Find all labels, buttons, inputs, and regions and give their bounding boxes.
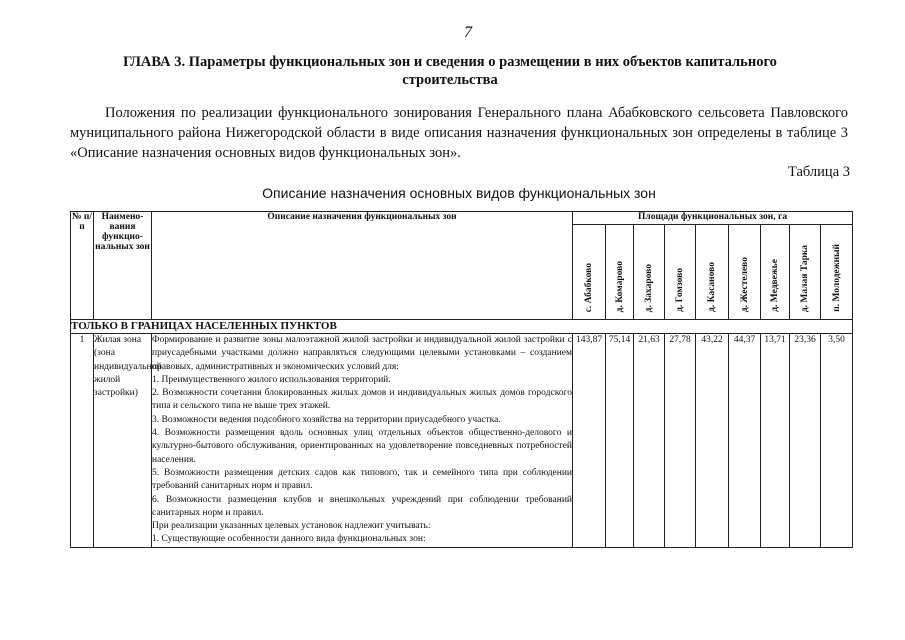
zone-description xyxy=(152,334,573,548)
description-line: 1. Преимущественного жилого использования территорий. xyxy=(152,374,391,385)
area-value: 13,71 xyxy=(761,334,790,548)
area-value: 75,14 xyxy=(606,334,634,548)
description-line: 4. Возможности размещения вдоль основных улиц отдельных объектов общественно-делового и культурно-бытового обслуживания, ориентированных на удовлетворение повседневных потребностей населения. xyxy=(152,428,572,465)
settlement-header: д. Жестелево xyxy=(739,256,750,312)
zones-table xyxy=(70,211,853,548)
table-caption: Описание назначения основных видов функциональных зон xyxy=(262,185,656,201)
description-line: 5. Возможности размещения детских садов как типового, так и семейного типа при соблюдении требований санитарных норм и правил. xyxy=(152,467,572,492)
areas-header: Площади функциональных зон, га xyxy=(573,212,853,225)
settlement-header: д. Медвежье xyxy=(770,259,780,312)
settlement-header: д. Захарово xyxy=(644,263,654,312)
table-number: Таблица 3 xyxy=(787,164,850,180)
settlement-header: д. Гомзово xyxy=(675,268,685,312)
area-value: 23,36 xyxy=(790,334,821,548)
area-value: 21,63 xyxy=(634,334,665,548)
col-desc-header: Описание назначения функциональных зон xyxy=(152,212,573,320)
area-value: 143,87 xyxy=(573,334,606,548)
area-value: 44,37 xyxy=(729,334,761,548)
description-line: 1. Существующие особенности данного вида функциональных зон: xyxy=(152,534,426,545)
section-row: ТОЛЬКО В ГРАНИЦАХ НАСЕЛЕННЫХ ПУНКТОВ xyxy=(71,320,853,334)
col-num-header: № п/п xyxy=(71,212,94,320)
row-number: 1 xyxy=(71,334,94,548)
area-value: 3,50 xyxy=(821,334,853,548)
description-line: 2. Возможности сочетания блокированных жилых домов и индивидуальных жилых домов городского типа и сельского типа не выше трех этажей. xyxy=(152,388,572,412)
description-line: При реализации указанных целевых установок надлежит учитывать: xyxy=(152,521,431,532)
description-line: 3. Возможности ведения подсобного хозяйства на территории приусадебного участка. xyxy=(152,414,501,425)
description-line: Формирование и развитие зоны малоэтажной жилой застройки и индивидуальной жилой застройки с приусадебными участками должно направляться следующими целевыми установками – созданием правовых, административных и экономических условий для: xyxy=(152,335,572,372)
settlement-header: с. Абабково xyxy=(584,262,594,312)
chapter-title: ГЛАВА 3. Параметры функциональных зон и сведения о размещении в них объектов капитального строительства xyxy=(123,54,777,88)
table-row xyxy=(71,334,853,548)
intro-paragraph: Положения по реализации функционального зонирования Генерального плана Абабковского сельсовета Павловского муниципального района Нижегородской области в виде описания назначения функциональных зон определены в таблице 3 «Описание назначения основных видов функциональных зон». xyxy=(70,105,848,161)
page-number: 7 xyxy=(464,24,472,41)
settlement-header: д. Малая Тарка xyxy=(800,244,810,312)
zone-name: Жилая зона (зона индивидуальной жилой застройки) xyxy=(94,334,152,548)
settlement-header: п. Молодежный xyxy=(831,244,842,312)
area-value: 27,78 xyxy=(665,334,696,548)
description-line: 6. Возможности размещения клубов и внешкольных учреждений при соблюдении требований санитарных норм и правил. xyxy=(152,494,572,518)
area-value: 43,22 xyxy=(696,334,729,548)
settlement-header: д. Касаново xyxy=(707,262,717,312)
col-name-header: Наимено-вания функцио-нальных зон xyxy=(94,212,152,320)
settlement-header: д. Комарово xyxy=(614,260,625,312)
